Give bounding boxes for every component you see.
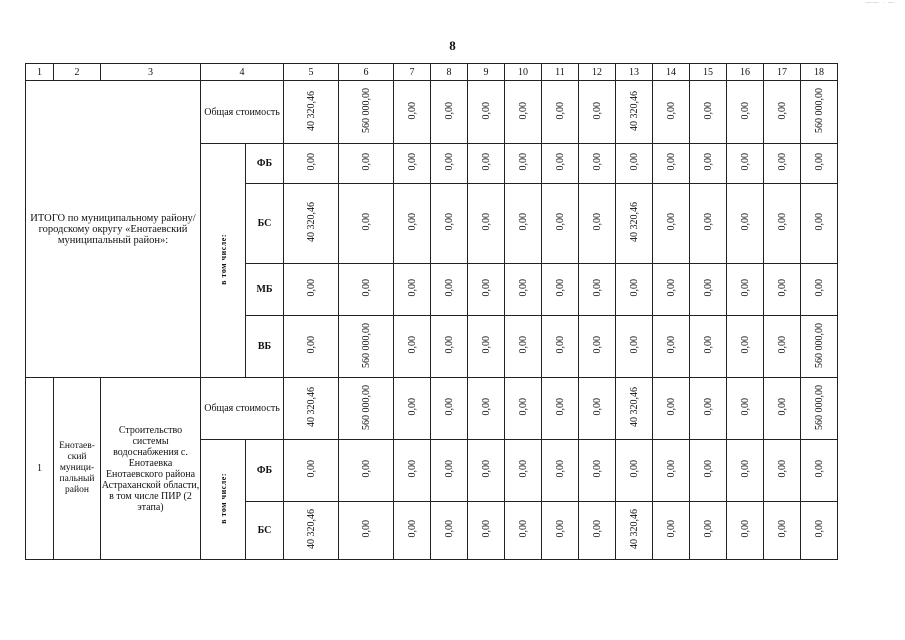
- value-cell: [653, 378, 690, 440]
- value-cell: [542, 184, 579, 264]
- total-cost-label: Общая стоимость: [201, 378, 284, 440]
- value-text: 0,00: [665, 101, 677, 120]
- column-number: 4: [201, 64, 284, 81]
- value-cell: [653, 264, 690, 316]
- value-cell: [431, 81, 468, 144]
- value-cell: [394, 144, 431, 184]
- value-cell: [394, 316, 431, 378]
- value-text: 0,00: [360, 520, 372, 538]
- value-text: 0,00: [554, 101, 566, 120]
- value-text: 0,00: [360, 213, 372, 231]
- column-number: 15: [690, 64, 727, 81]
- value-text: 0,00: [443, 336, 455, 354]
- value-cell: [579, 502, 616, 560]
- value-text: 0,00: [702, 520, 714, 538]
- column-number: 11: [542, 64, 579, 81]
- value-cell: [764, 264, 801, 316]
- value-cell: [616, 502, 653, 560]
- in-total-label: в том числе:: [218, 233, 228, 285]
- column-number: 18: [801, 64, 838, 81]
- value-cell: [284, 440, 339, 502]
- value-cell: [394, 440, 431, 502]
- total-block-row: [26, 81, 838, 144]
- value-cell: [764, 144, 801, 184]
- value-text: 0,00: [443, 279, 455, 297]
- value-text: 0,00: [406, 153, 418, 171]
- value-cell: [579, 81, 616, 144]
- value-text: 0,00: [406, 213, 418, 231]
- value-text: 0,00: [443, 398, 455, 416]
- value-cell: [727, 184, 764, 264]
- value-cell: [579, 378, 616, 440]
- value-cell: [579, 440, 616, 502]
- value-text: 0,00: [739, 279, 751, 297]
- value-text: 0,00: [554, 460, 566, 478]
- value-cell: [468, 316, 505, 378]
- value-text: 560 000,00: [813, 322, 825, 368]
- value-cell: [542, 144, 579, 184]
- value-cell: [542, 502, 579, 560]
- value-text: 0,00: [305, 460, 317, 478]
- value-cell: [284, 81, 339, 144]
- value-cell: [727, 264, 764, 316]
- value-cell: [616, 144, 653, 184]
- value-cell: [653, 502, 690, 560]
- value-text: 0,00: [554, 153, 566, 171]
- value-cell: [616, 378, 653, 440]
- value-text: 0,00: [591, 520, 603, 538]
- value-cell: [339, 440, 394, 502]
- value-text: 40 320,46: [305, 387, 317, 427]
- value-cell: [431, 144, 468, 184]
- value-text: 560 000,00: [360, 88, 372, 133]
- value-cell: [284, 144, 339, 184]
- value-text: 0,00: [665, 336, 677, 354]
- value-text: 0,00: [702, 336, 714, 354]
- value-text: 0,00: [305, 279, 317, 297]
- value-text: 0,00: [591, 101, 603, 120]
- in-total-cell: [201, 144, 246, 378]
- value-cell: [801, 184, 838, 264]
- value-text: 0,00: [443, 153, 455, 171]
- value-cell: [690, 184, 727, 264]
- value-cell: [505, 144, 542, 184]
- value-text: 0,00: [517, 153, 529, 171]
- value-cell: [394, 81, 431, 144]
- value-cell: [339, 184, 394, 264]
- value-text: 0,00: [739, 213, 751, 231]
- value-cell: [284, 378, 339, 440]
- value-cell: [542, 440, 579, 502]
- value-cell: [579, 316, 616, 378]
- value-text: 0,00: [305, 153, 317, 171]
- total-cost-label: Общая стоимость: [201, 81, 284, 144]
- value-text: 0,00: [702, 213, 714, 231]
- value-cell: [505, 81, 542, 144]
- value-text: 0,00: [665, 153, 677, 171]
- value-cell: [505, 502, 542, 560]
- value-cell: [339, 316, 394, 378]
- value-cell: [801, 144, 838, 184]
- value-cell: [394, 378, 431, 440]
- value-cell: [505, 184, 542, 264]
- value-text: 0,00: [702, 279, 714, 297]
- value-text: 0,00: [443, 101, 455, 120]
- value-cell: [764, 502, 801, 560]
- value-text: 0,00: [628, 279, 640, 297]
- value-text: 0,00: [480, 101, 492, 120]
- value-cell: [394, 502, 431, 560]
- value-cell: [690, 378, 727, 440]
- value-cell: [339, 502, 394, 560]
- value-cell: [542, 81, 579, 144]
- value-text: 0,00: [628, 460, 640, 478]
- value-text: 0,00: [776, 101, 788, 120]
- value-cell: [801, 81, 838, 144]
- value-text: 0,00: [360, 153, 372, 171]
- value-text: 40 320,46: [628, 202, 640, 242]
- funding-source-label: БС: [246, 184, 284, 264]
- value-cell: [468, 378, 505, 440]
- value-text: 0,00: [739, 101, 751, 120]
- value-text: 0,00: [443, 213, 455, 231]
- value-cell: [579, 184, 616, 264]
- value-text: 0,00: [702, 398, 714, 416]
- column-number: 9: [468, 64, 505, 81]
- value-text: 0,00: [702, 460, 714, 478]
- funding-source-label: ФБ: [246, 440, 284, 502]
- value-text: 0,00: [739, 398, 751, 416]
- value-text: 0,00: [591, 213, 603, 231]
- value-text: 0,00: [813, 279, 825, 297]
- value-cell: [801, 378, 838, 440]
- value-text: 40 320,46: [628, 387, 640, 427]
- value-cell: [690, 144, 727, 184]
- value-text: 40 320,46: [305, 90, 317, 131]
- value-text: 0,00: [406, 460, 418, 478]
- value-text: 0,00: [360, 279, 372, 297]
- value-cell: [505, 316, 542, 378]
- value-text: 40 320,46: [628, 90, 640, 131]
- value-text: 0,00: [591, 398, 603, 416]
- value-text: 0,00: [517, 279, 529, 297]
- value-cell: [653, 81, 690, 144]
- value-text: 0,00: [628, 153, 640, 171]
- value-cell: [727, 81, 764, 144]
- value-cell: [579, 264, 616, 316]
- financing-table: [25, 63, 838, 560]
- value-text: 0,00: [360, 460, 372, 478]
- value-cell: [727, 316, 764, 378]
- value-text: 0,00: [406, 520, 418, 538]
- page-number: 8: [449, 38, 456, 53]
- value-text: 0,00: [554, 398, 566, 416]
- project-name: Строительство системы водоснабжения с. Енотаевка Енотаевского района Астраханской области, в том числе ПИР (2 этапа): [101, 378, 201, 560]
- value-text: 0,00: [739, 460, 751, 478]
- value-cell: [653, 316, 690, 378]
- value-cell: [801, 502, 838, 560]
- value-text: 0,00: [665, 398, 677, 416]
- value-cell: [727, 378, 764, 440]
- value-cell: [690, 316, 727, 378]
- value-text: 0,00: [517, 101, 529, 120]
- funding-source-label: ВБ: [246, 316, 284, 378]
- value-cell: [653, 440, 690, 502]
- value-text: 0,00: [813, 213, 825, 231]
- value-cell: [505, 264, 542, 316]
- value-cell: [764, 316, 801, 378]
- value-cell: [431, 502, 468, 560]
- value-text: 0,00: [776, 398, 788, 416]
- value-text: 0,00: [406, 279, 418, 297]
- value-cell: [468, 502, 505, 560]
- value-cell: [339, 378, 394, 440]
- municipality-name: Енотаев-ский муници-пальный район: [54, 378, 101, 560]
- value-cell: [468, 81, 505, 144]
- value-cell: [727, 502, 764, 560]
- value-text: 0,00: [776, 279, 788, 297]
- value-text: 0,00: [776, 520, 788, 538]
- value-text: 0,00: [517, 398, 529, 416]
- value-text: 0,00: [480, 520, 492, 538]
- value-text: 0,00: [517, 336, 529, 354]
- value-text: 0,00: [776, 153, 788, 171]
- value-text: 0,00: [591, 153, 603, 171]
- value-cell: [431, 378, 468, 440]
- value-text: 0,00: [776, 460, 788, 478]
- in-total-label: в том числе:: [218, 472, 228, 524]
- value-text: 0,00: [813, 520, 825, 538]
- value-cell: [431, 440, 468, 502]
- funding-source-label: МБ: [246, 264, 284, 316]
- value-text: 560 000,00: [813, 88, 825, 133]
- value-text: 0,00: [591, 460, 603, 478]
- value-cell: [468, 440, 505, 502]
- column-number: 2: [54, 64, 101, 81]
- value-text: 0,00: [480, 279, 492, 297]
- value-cell: [727, 144, 764, 184]
- value-cell: [431, 264, 468, 316]
- value-cell: [764, 440, 801, 502]
- value-cell: [764, 184, 801, 264]
- value-cell: [616, 184, 653, 264]
- value-text: 0,00: [517, 213, 529, 231]
- value-text: 0,00: [702, 153, 714, 171]
- value-text: 0,00: [443, 520, 455, 538]
- value-text: 0,00: [406, 101, 418, 120]
- value-text: 40 320,46: [305, 509, 317, 549]
- value-cell: [690, 440, 727, 502]
- column-number: 3: [101, 64, 201, 81]
- value-text: 560 000,00: [360, 322, 372, 368]
- value-cell: [616, 440, 653, 502]
- column-number: 1: [26, 64, 54, 81]
- value-cell: [727, 440, 764, 502]
- value-cell: [690, 502, 727, 560]
- value-cell: [616, 81, 653, 144]
- value-text: 0,00: [517, 520, 529, 538]
- value-cell: [339, 81, 394, 144]
- value-text: 0,00: [776, 213, 788, 231]
- value-cell: [764, 378, 801, 440]
- funding-source-label: БС: [246, 502, 284, 560]
- column-number: 7: [394, 64, 431, 81]
- value-text: 0,00: [517, 460, 529, 478]
- value-text: 0,00: [480, 336, 492, 354]
- column-number: 5: [284, 64, 339, 81]
- value-cell: [284, 264, 339, 316]
- value-text: 0,00: [406, 398, 418, 416]
- value-text: 0,00: [305, 336, 317, 354]
- value-text: 0,00: [554, 213, 566, 231]
- value-text: 0,00: [628, 336, 640, 354]
- value-cell: [653, 144, 690, 184]
- value-cell: [542, 316, 579, 378]
- column-number-row: [26, 64, 838, 81]
- value-cell: [579, 144, 616, 184]
- value-text: 0,00: [443, 460, 455, 478]
- value-text: 0,00: [665, 520, 677, 538]
- item-block-row: [26, 378, 838, 440]
- value-text: 0,00: [480, 153, 492, 171]
- value-text: 0,00: [665, 460, 677, 478]
- value-text: 0,00: [813, 460, 825, 478]
- value-cell: [339, 264, 394, 316]
- value-text: 0,00: [813, 153, 825, 171]
- value-text: 0,00: [776, 336, 788, 354]
- value-text: 0,00: [554, 279, 566, 297]
- total-label-cell: ИТОГО по муниципальному району/ городскому округу «Енотаевский муниципальный район»:: [26, 81, 201, 378]
- value-cell: [505, 378, 542, 440]
- column-number: 17: [764, 64, 801, 81]
- value-cell: [690, 81, 727, 144]
- value-text: 0,00: [739, 153, 751, 171]
- in-total-cell: [201, 440, 246, 560]
- column-number: 14: [653, 64, 690, 81]
- value-cell: [801, 316, 838, 378]
- value-text: 40 320,46: [305, 202, 317, 242]
- column-number: 8: [431, 64, 468, 81]
- value-cell: [653, 184, 690, 264]
- value-text: 0,00: [480, 460, 492, 478]
- value-text: 560 000,00: [360, 384, 372, 430]
- column-number: 6: [339, 64, 394, 81]
- column-number: 16: [727, 64, 764, 81]
- value-cell: [542, 264, 579, 316]
- column-number: 10: [505, 64, 542, 81]
- value-cell: [431, 316, 468, 378]
- value-cell: [284, 502, 339, 560]
- value-cell: [616, 316, 653, 378]
- value-cell: [505, 440, 542, 502]
- value-cell: [394, 184, 431, 264]
- value-text: 0,00: [739, 520, 751, 538]
- value-cell: [284, 316, 339, 378]
- value-cell: [542, 378, 579, 440]
- value-cell: [801, 440, 838, 502]
- value-cell: [690, 264, 727, 316]
- value-text: 0,00: [739, 336, 751, 354]
- value-text: 0,00: [554, 520, 566, 538]
- value-cell: [468, 144, 505, 184]
- value-cell: [616, 264, 653, 316]
- value-cell: [468, 184, 505, 264]
- value-text: 0,00: [665, 279, 677, 297]
- value-cell: [801, 264, 838, 316]
- corner-scan-mark: —— · —: [865, 0, 895, 6]
- value-cell: [394, 264, 431, 316]
- value-cell: [764, 81, 801, 144]
- value-cell: [431, 184, 468, 264]
- value-text: 0,00: [480, 213, 492, 231]
- value-text: 0,00: [702, 101, 714, 120]
- value-cell: [468, 264, 505, 316]
- value-text: 0,00: [591, 279, 603, 297]
- column-number: 12: [579, 64, 616, 81]
- value-text: 0,00: [665, 213, 677, 231]
- value-cell: [284, 184, 339, 264]
- item-number: 1: [26, 378, 54, 560]
- value-text: 0,00: [406, 336, 418, 354]
- value-cell: [339, 144, 394, 184]
- value-text: 0,00: [554, 336, 566, 354]
- funding-source-label: ФБ: [246, 144, 284, 184]
- value-text: 0,00: [480, 398, 492, 416]
- column-number: 13: [616, 64, 653, 81]
- value-text: 0,00: [591, 336, 603, 354]
- value-text: 560 000,00: [813, 384, 825, 430]
- value-text: 40 320,46: [628, 509, 640, 549]
